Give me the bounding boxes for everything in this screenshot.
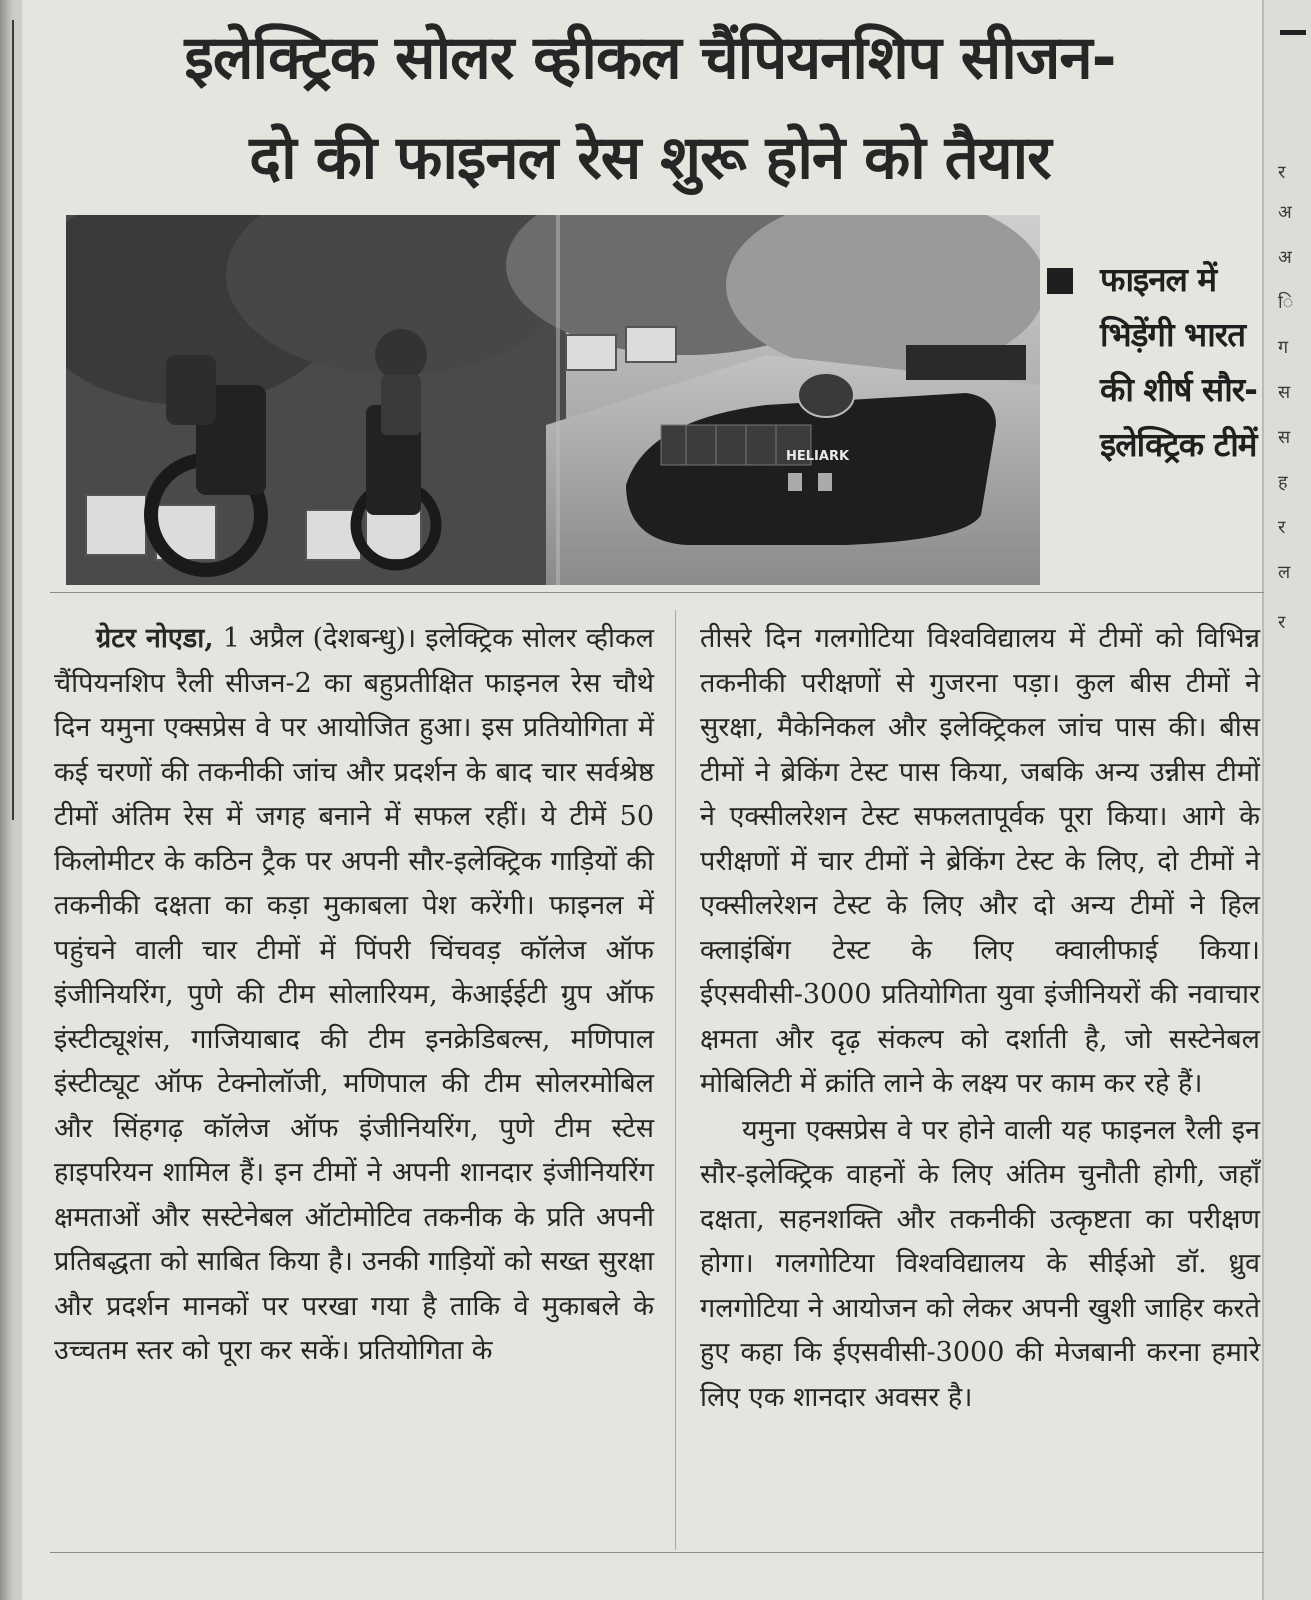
adjacent-text-fragment: स	[1278, 427, 1291, 448]
square-bullet-icon	[1047, 268, 1073, 294]
adjacent-text-fragment: ह	[1278, 472, 1288, 493]
article-column-right	[700, 617, 1260, 1420]
adjacent-text-fragment: ल	[1278, 562, 1291, 583]
article-body-text: 1 अप्रैल (देशबन्धु)। इलेक्ट्रिक सोलर व्हीकल चैंपियनशिप रैली सीजन-2 का बहुप्रतीक्षित फाइनल रेस चौथे दिन यमुना एक्सप्रेस वे पर आयोजित हुआ। इस प्रतियोगिता में कई चरणों की तकनीकी जांच और प्रदर्शन के बाद चार सर्वश्रेष्ठ टीमों अंतिम रेस में जगह बनाने में सफल रहीं। ये टीमें 50 किलोमीटर के कठिन ट्रैक पर अपनी सौर-इलेक्ट्रिक गाड़ियों की तकनीकी दक्षता का कड़ा मुकाबला पेश करेंगी। फाइनल में पहुंचने वाली चार टीमों में पिंपरी चिंचवड़ कॉलेज ऑफ इंजीनियरिंग, पुणे की टीम सोलारियम, केआईईटी ग्रुप ऑफ इंस्टीट्यूशंस, गाजियाबाद की टीम इनक्रेडिबल्स, मणिपाल इंस्टीट्यूट ऑफ टेक्नोलॉजी, मणिपाल की टीम सोलरमोबिल और सिंहगढ़ कॉलेज ऑफ इंजीनियरिंग, पुणे टीम स्टेस हाइपरियन शामिल हैं। इन टीमों ने अपनी शानदार इंजीनियरिंग क्षमताओं और सस्टेनेबल ऑटोमोटिव तकनीक के प्रति अपनी प्रतिबद्धता को साबित किया है। उनकी गाड़ियों को सख्त सुरक्षा और प्रदर्शन मानकों पर परखा गया है ताकि वे मुकाबले के उच्चतम स्तर को पूरा कर सकें। प्रतियोगिता के	[54, 623, 654, 1366]
dateline: ग्रेटर नोएडा,	[96, 623, 214, 654]
headline-line-2: दो की फाइनल रेस शुरू होने को तैयार	[249, 123, 1051, 193]
caption-text: फाइनल में भिड़ेंगी भारत की शीर्ष सौर-इलेक्ट्रिक टीमें	[1100, 260, 1257, 464]
adjacent-text-fragment: र	[1278, 162, 1286, 183]
adjacent-text-fragment: स	[1278, 382, 1291, 403]
article-column-left	[54, 617, 654, 1374]
adjacent-text-fragment: अ	[1278, 247, 1292, 268]
article-body-paragraph	[54, 617, 654, 1374]
adjacent-text-fragment: अ	[1278, 202, 1292, 223]
adjacent-headline-fragment	[1280, 30, 1306, 35]
bottom-divider	[50, 1552, 1264, 1553]
adjacent-text-fragment: र	[1278, 517, 1286, 538]
headline-line-1: इलेक्ट्रिक सोलर व्हीकल चैंपियनशिप सीजन-	[184, 23, 1116, 93]
adjacent-text-fragment: ि	[1278, 292, 1294, 313]
section-divider	[50, 592, 1264, 593]
photo-caption	[1042, 232, 1264, 592]
left-column-rule	[12, 20, 14, 820]
column-rule	[675, 610, 676, 1550]
article-body-paragraph: तीसरे दिन गलगोटिया विश्वविद्यालय में टीमों को विभिन्न तकनीकी परीक्षणों से गुजरना पड़ा। कुल बीस टीमों ने सुरक्षा, मैकेनिकल और इलेक्ट्रिकल जांच पास की। बीस टीमों ने ब्रेकिंग टेस्ट पास किया, जबकि अन्य उन्नीस टीमों ने एक्सीलरेशन टेस्ट सफलतापूर्वक पूरा किया। आगे के परीक्षणों में चार टीमों ने ब्रेकिंग टेस्ट के लिए, दो टीमों ने एक्सीलरेशन टेस्ट के लिए और दो अन्य टीमों ने हिल क्लाइंबिंग टेस्ट के लिए क्वालीफाई किया। ईएसवीसी-3000 प्रतियोगिता युवा इंजीनियरों की नवाचार क्षमता और दृढ़ संकल्प को दर्शाती है, जो सस्टेनेबल मोबिलिटी में क्रांति लाने के लक्ष्य पर काम कर रहे हैं।	[700, 623, 1260, 1099]
news-photo	[66, 215, 1040, 585]
adjacent-article-edge	[1262, 0, 1311, 1600]
article-body-paragraph: यमुना एक्सप्रेस वे पर होने वाली यह फाइनल रैली इन सौर-इलेक्ट्रिक वाहनों के लिए अंतिम चुनौती होगी, जहाँ दक्षता, सहनशक्ति और तकनीकी उत्कृष्टता का परीक्षण होगा। गलगोटिया विश्वविद्यालय के सीईओ डॉ. ध्रुव गलगोटिया ने आयोजन को लेकर अपनी खुशी जाहिर करते हुए कहा कि ईएसवीसी-3000 की मेजबानी करना हमारे लिए एक शानदार अवसर है।	[700, 1114, 1260, 1413]
photo-illustration	[66, 215, 1040, 585]
car-logo-text: HELIARK	[786, 449, 850, 464]
article-headline	[60, 8, 1240, 208]
adjacent-text-fragment: ग	[1278, 337, 1289, 358]
adjacent-text-fragment: र	[1278, 612, 1286, 633]
